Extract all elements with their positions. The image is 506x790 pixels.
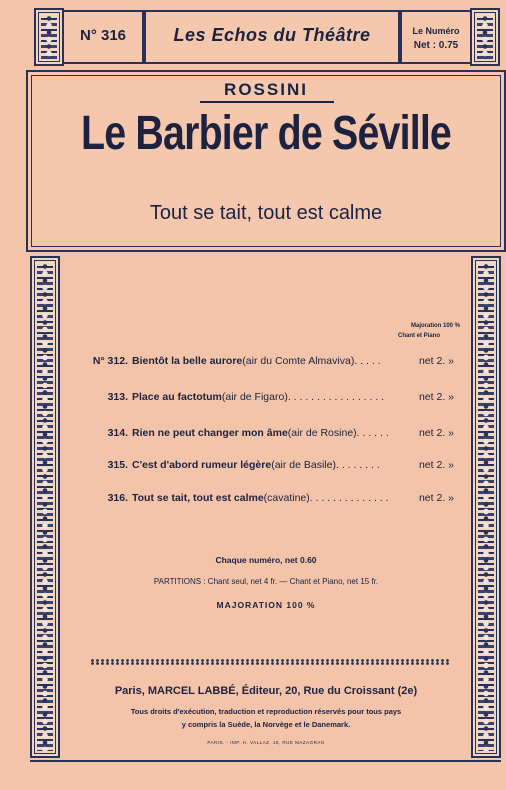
series-title: Les Echos du Théâtre (173, 25, 371, 45)
item-price: net 2. » (418, 492, 454, 504)
price-value: Net : 0.75 (413, 40, 459, 51)
right-ornament-border (471, 256, 501, 758)
item-title: Place au factotum (132, 391, 222, 403)
chant-piano-note: Chant et Piano (397, 333, 440, 339)
item-dots: . . . . . . (356, 427, 389, 439)
item-title: Rien ne peut changer mon âme (132, 427, 288, 439)
aria-subtitle: Tout se tait, tout est calme (149, 202, 383, 224)
bottom-rule (30, 760, 501, 762)
item-title: Tout se tait, tout est calme (132, 492, 264, 504)
price-label: Le Numéro (412, 26, 460, 36)
item-price: net 2. » (418, 355, 454, 367)
majoration-line: MAJORATION 100 % (216, 600, 316, 610)
printer-line: PARIS. - IMP. H. VALLAZ, 18, RUE MAZAGRAN (207, 740, 325, 745)
item-number: N° 312. (92, 355, 128, 367)
list-item (84, 355, 454, 367)
rights-line-1: Tous droits d'exécution, traduction et reproduction réservés pour tous pays (130, 707, 402, 716)
item-title: C'est d'abord rumeur légère (132, 459, 272, 471)
item-number: 315. (107, 459, 128, 471)
item-number: 313. (107, 391, 128, 403)
dotted-separator (90, 659, 450, 665)
publisher-line: Paris, MARCEL LABBÉ, Éditeur, 20, Rue du Croissant (2e) (114, 685, 418, 697)
item-price: net 2. » (418, 459, 454, 471)
list-item (84, 391, 454, 403)
item-dots: . . . . . . . . . . . . . . . . . (287, 391, 385, 403)
item-desc: (air de Basile) (271, 459, 336, 471)
item-desc: (air de Figaro) (221, 391, 288, 403)
item-number: 316. (107, 492, 128, 504)
list-item (84, 459, 454, 471)
composer-name: ROSSINI (224, 80, 308, 99)
item-price: net 2. » (418, 391, 454, 403)
top-right-ornament (470, 8, 500, 66)
item-title: Bientôt la belle aurore (132, 355, 243, 367)
rights-line-2: y compris la Suède, la Norvège et le Danemark. (181, 720, 351, 729)
majoration-note: Majoration 100 % (410, 323, 460, 329)
price-box (400, 10, 472, 64)
item-price: net 2. » (418, 427, 454, 439)
item-desc: (air du Comte Almaviva) (242, 355, 355, 367)
item-number: 314. (107, 427, 128, 439)
item-dots: . . . . . (354, 355, 381, 367)
partitions-price: PARTITIONS : Chant seul, net 4 fr. — Chant et Piano, net 15 fr. (153, 577, 379, 586)
top-left-ornament (34, 8, 64, 66)
opera-title: Le Barbier de Séville (81, 107, 451, 160)
issue-number: N° 316 (79, 27, 127, 44)
list-item (84, 427, 454, 439)
single-price: Chaque numéro, net 0.60 (215, 555, 317, 565)
item-desc: (air de Rosine) (287, 427, 357, 439)
list-item (84, 492, 454, 504)
item-dots: . . . . . . . . (335, 459, 380, 471)
item-desc: (cavatine) (263, 492, 310, 504)
composer-underline (200, 101, 334, 103)
left-ornament-border (30, 256, 60, 758)
item-dots: . . . . . . . . . . . . . . (309, 492, 389, 504)
